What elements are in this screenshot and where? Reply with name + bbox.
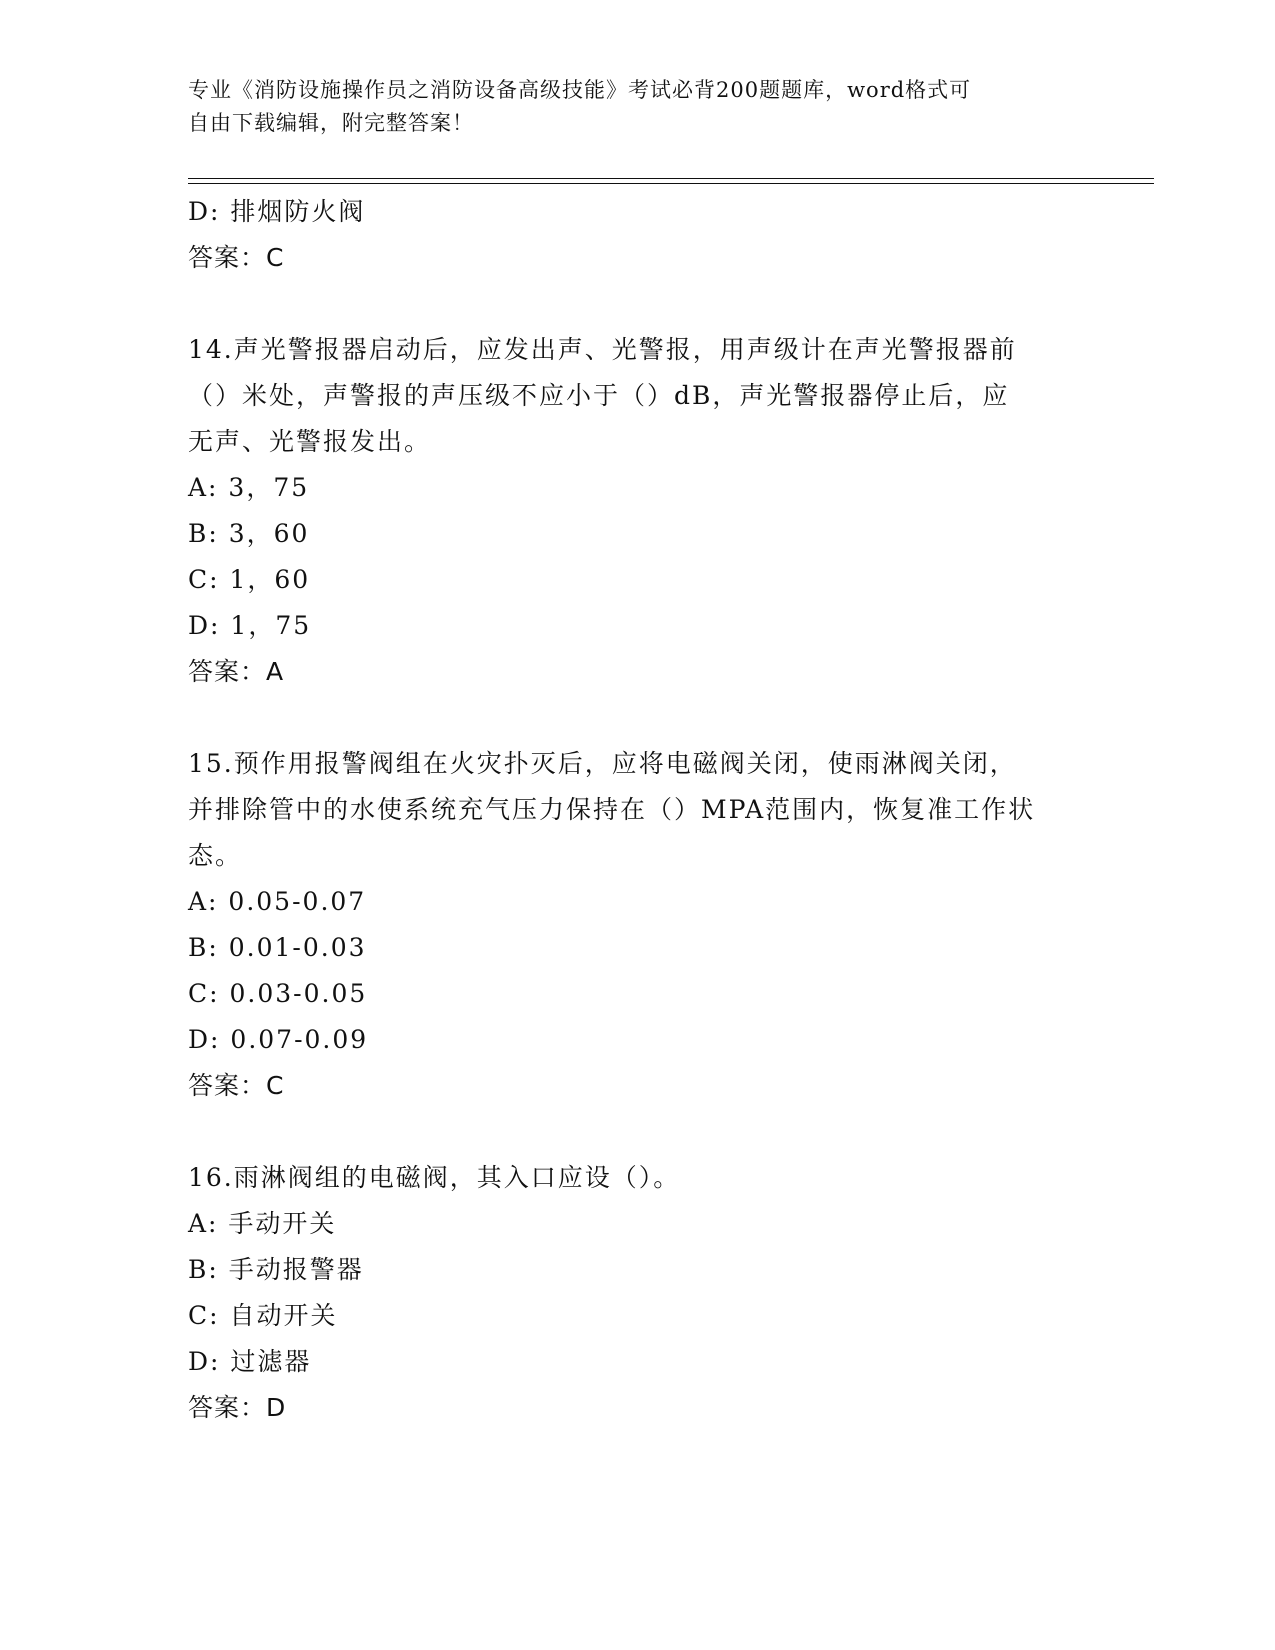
option-a: A: 3，75 [188, 473, 310, 502]
question-stem-line: 16.雨淋阀组的电磁阀，其入口应设（）。 [188, 1163, 681, 1192]
option-b: B: 手动报警器 [188, 1255, 364, 1284]
spacer [188, 1109, 1088, 1155]
option-b: B: 3，60 [188, 519, 310, 548]
option-c: C: 0.03-0.05 [188, 979, 368, 1008]
question-15 [188, 741, 1088, 1109]
option-c: C: 1，60 [188, 565, 311, 594]
spacer [188, 695, 1088, 741]
option-d-carryover: D: 排烟防火阀 [188, 197, 366, 226]
question-content [188, 189, 1088, 1431]
option-d: D: 过滤器 [188, 1347, 312, 1376]
header-rule-top [188, 178, 1154, 179]
answer: 答案：C [188, 1071, 285, 1100]
header-line-2: 自由下载编辑，附完整答案！ [188, 111, 474, 135]
spacer [188, 281, 1088, 327]
option-b: B: 0.01-0.03 [188, 933, 367, 962]
question-14 [188, 327, 1088, 695]
answer: 答案：D [188, 1393, 287, 1422]
option-d: D: 0.07-0.09 [188, 1025, 369, 1054]
question-stem-line: 无声、光警报发出。 [188, 427, 432, 456]
question-stem-line: （）米处，声警报的声压级不应小于（）dB，声光警报器停止后，应 [188, 381, 1010, 410]
answer-carryover: 答案：C [188, 243, 285, 272]
question-stem-line: 14.声光警报器启动后，应发出声、光警报，用声级计在声光警报器前 [188, 335, 1017, 364]
option-a: A: 0.05-0.07 [188, 887, 367, 916]
option-d: D: 1，75 [188, 611, 312, 640]
header-rule-bottom [188, 183, 1154, 184]
question-stem-line: 15.预作用报警阀组在火灾扑灭后，应将电磁阀关闭，使雨淋阀关闭， [188, 749, 1017, 778]
page-header [188, 74, 1068, 140]
question-16 [188, 1155, 1088, 1431]
answer: 答案：A [188, 657, 285, 686]
header-line-1: 专业《消防设施操作员之消防设备高级技能》考试必背200题题库，word格式可 [188, 78, 972, 102]
question-stem-line: 并排除管中的水使系统充气压力保持在（）MPA范围内，恢复准工作状 [188, 795, 1036, 824]
question-stem-line: 态。 [188, 841, 243, 870]
option-c: C: 自动开关 [188, 1301, 338, 1330]
option-a: A: 手动开关 [188, 1209, 337, 1238]
